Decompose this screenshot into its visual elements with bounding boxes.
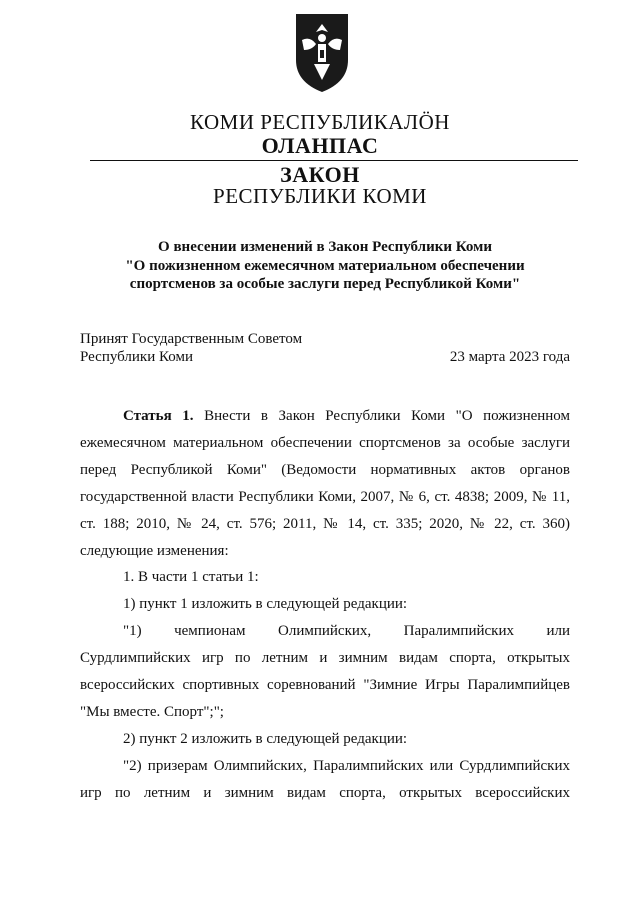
law-title-line-1: О внесении изменений в Закон Республики Коми: [158, 239, 492, 255]
olanpas-heading: ОЛАНПАС: [261, 133, 379, 158]
body-line: ежемесячном материальном обеспечении спортсменов за особые заслуги: [80, 434, 570, 451]
body-line: государственной власти Республики Коми, 2007, № 6, ст. 4838; 2009, № 11,: [80, 488, 570, 505]
body-line: Сурдлимпийских игр по летним и зимним видам спорта, открытых: [80, 650, 570, 667]
body-line: следующие изменения:: [80, 542, 229, 559]
law-title: [60, 238, 590, 294]
header-divider: [90, 160, 578, 161]
body-line: ст. 188; 2010, № 24, ст. 576; 2011, № 14, ст. 335; 2020, № 22, ст. 360): [80, 515, 570, 532]
body-line: игр по летним и зимним видам спорта, открытых всероссийских: [80, 784, 570, 801]
komi-republic-title: КОМИ РЕСПУБЛИКАЛÖН: [190, 110, 450, 134]
item-1-intro: 1) пункт 1 изложить в следующей редакции:: [123, 596, 408, 613]
adopted-line-2: Республики Коми: [80, 349, 193, 365]
body-line: перед Республикой Коми" (Ведомости нормативных актов органов: [80, 461, 570, 478]
article-label: Статья 1.: [123, 408, 194, 424]
item-2-intro: 2) пункт 2 изложить в следующей редакции:: [123, 730, 408, 747]
article-1-text: Внести в Закон Республики Коми "О пожизненном: [204, 408, 571, 424]
law-title-line-2: "О пожизненном ежемесячном материальном обеспечении: [125, 257, 525, 274]
body-line: "Мы вместе. Спорт";";: [80, 703, 224, 720]
coat-of-arms-icon: [292, 10, 352, 94]
body-line: всероссийских спортивных соревнований "Зимние Игры Паралимпийцев: [80, 677, 570, 694]
part-1-line: 1. В части 1 статьи 1:: [123, 569, 259, 586]
law-body: [80, 403, 570, 807]
law-title-line-3: спортсменов за особые заслуги перед Республикой Коми": [129, 276, 521, 292]
item-1-text: "1) чемпионам Олимпийских, Паралимпийских или: [123, 623, 570, 640]
adopted-by: [80, 330, 302, 366]
article-1-line-1: [80, 403, 570, 430]
item-2-text: "2) призерам Олимпийских, Паралимпийских или Сурдлимпийских: [123, 757, 570, 774]
republic-heading: РЕСПУБЛИКИ КОМИ: [213, 184, 427, 208]
adopted-line-1: Принят Государственным Советом: [80, 331, 303, 347]
adoption-date: 23 марта 2023 года: [449, 349, 570, 365]
law-heading: ЗАКОН: [280, 162, 360, 187]
